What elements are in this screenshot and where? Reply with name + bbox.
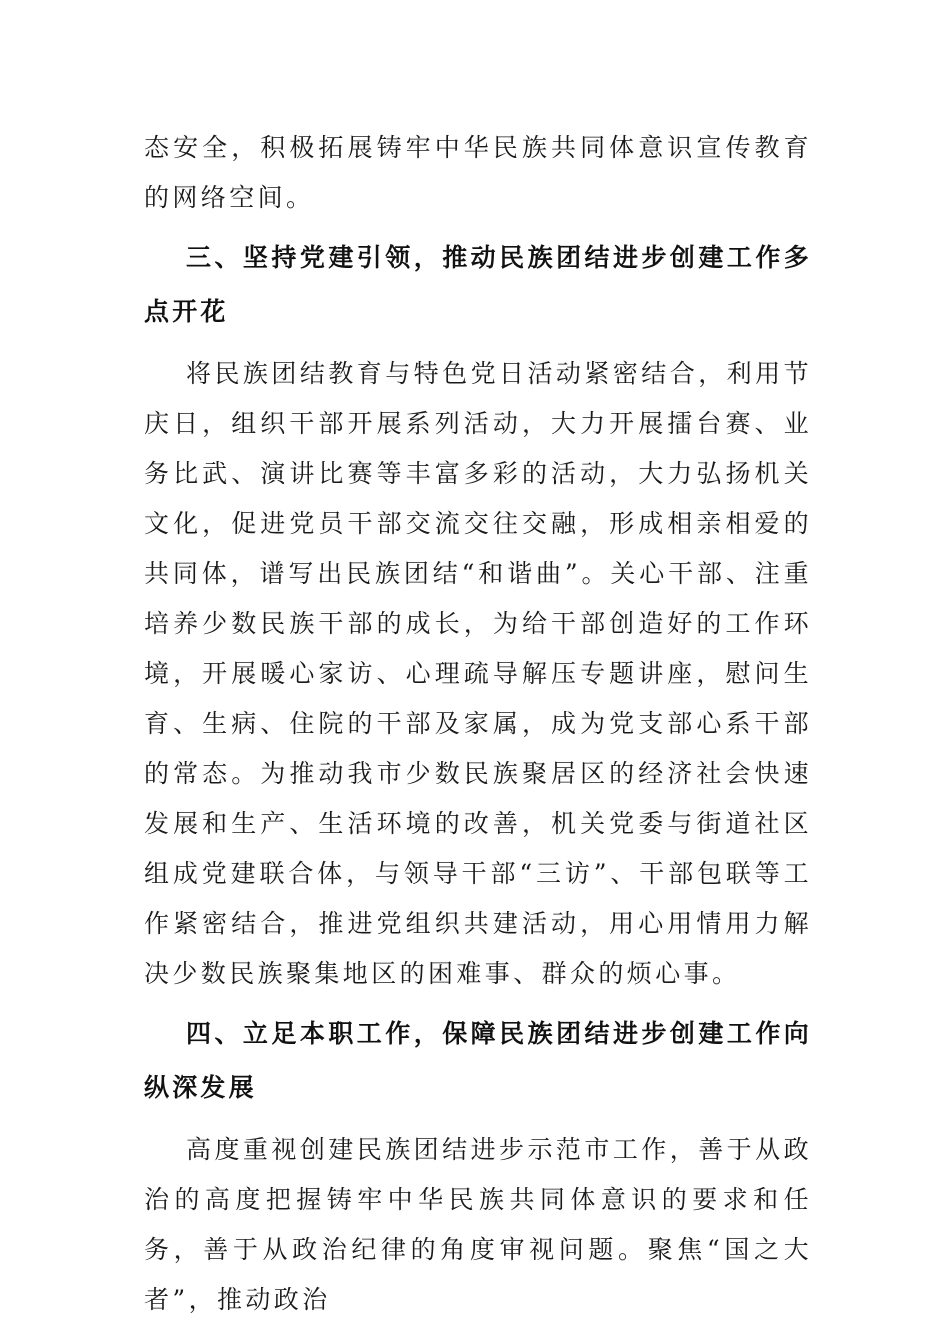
spacer (144, 1115, 812, 1125)
section-3-heading: 三、坚持党建引领，推动民族团结进步创建工作多点开花 (144, 243, 812, 326)
section-4-heading: 四、立足本职工作，保障民族团结进步创建工作向纵深发展 (144, 1019, 812, 1102)
section-4-paragraph: 高度重视创建民族团结进步示范市工作，善于从政治的高度把握铸牢中华民族共同体意识的要求和任务，善于从政治纪律的角度审视问题。聚焦“国之大者”，推动政治 (144, 1135, 812, 1314)
continuation-paragraph: 态安全，积极拓展铸牢中华民族共同体意识宣传教育的网络空间。 (144, 133, 812, 212)
section-3-paragraph: 将民族团结教育与特色党日活动紧密结合，利用节庆日，组织干部开展系列活动，大力开展擂台赛、业务比武、演讲比赛等丰富多彩的活动，大力弘扬机关文化，促进党员干部交流交往交融，形成相亲相爱的共同体，谱写出民族团结“和谐曲”。关心干部、注重培养少数民族干部的成长，为给干部创造好的工作环境，开展暖心家访、心理疏导解压专题讲座，慰问生育、生病、住院的干部及家属，成为党支部心系干部的常态。为推动我市少数民族聚居区的经济社会快速发展和生产、生活环境的改善，机关党委与街道社区组成党建联合体，与领导干部“三访”、干部包联等工作紧密结合，推进党组织共建活动，用心用情用力解决少数民族聚集地区的困难事、群众的烦心事。 (144, 359, 812, 988)
spacer (144, 223, 812, 231)
spacer (144, 339, 812, 349)
spacer (144, 999, 812, 1007)
document-page (144, 123, 812, 1325)
